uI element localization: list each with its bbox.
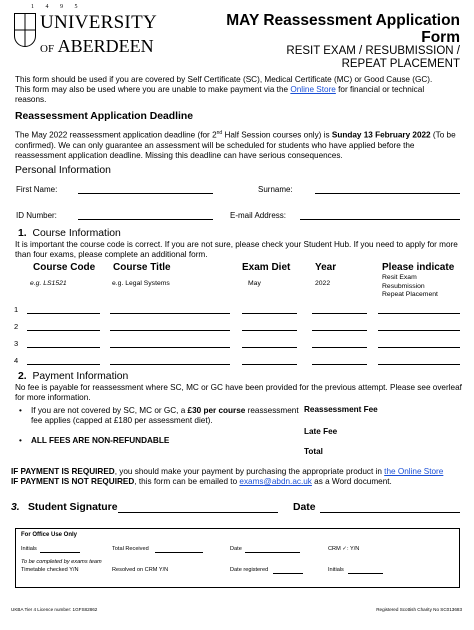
office-date-field[interactable] xyxy=(245,552,300,553)
surname-label: Surname: xyxy=(258,185,293,194)
row-code-field[interactable] xyxy=(27,364,100,365)
reassessment-fee-label: Reassessment Fee xyxy=(304,405,378,414)
office-crm-label: CRM ✓: Y/N xyxy=(328,546,360,552)
email-field[interactable] xyxy=(300,219,460,220)
row-code-field[interactable] xyxy=(27,347,100,348)
row-indicate-field[interactable] xyxy=(378,330,460,331)
payment-intro: No fee is payable for reassessment where SC, MC or GC have been provided for the previous attempt. Please see overleaf for more information. xyxy=(15,383,462,402)
example-code: e.g. LS1521 xyxy=(30,280,67,287)
office-note: To be completed by exams team xyxy=(21,559,102,565)
first-name-field[interactable] xyxy=(78,193,213,194)
office-initials-label: Initials xyxy=(21,546,37,552)
row-diet-field[interactable] xyxy=(242,347,297,348)
email-label: E-mail Address: xyxy=(230,211,287,220)
row-diet-field[interactable] xyxy=(242,364,297,365)
office-initials-field[interactable] xyxy=(40,552,80,553)
surname-field[interactable] xyxy=(315,193,460,194)
row-number: 2 xyxy=(14,322,19,331)
office-initials2-field[interactable] xyxy=(348,573,383,574)
row-title-field[interactable] xyxy=(110,364,230,365)
row-indicate-field[interactable] xyxy=(378,347,460,348)
row-year-field[interactable] xyxy=(312,364,367,365)
signature-field[interactable] xyxy=(118,512,278,513)
row-indicate-field[interactable] xyxy=(378,313,460,314)
example-year: 2022 xyxy=(315,280,331,287)
row-number: 1 xyxy=(14,305,19,314)
row-diet-field[interactable] xyxy=(242,330,297,331)
row-title-field[interactable] xyxy=(110,313,230,314)
footer-charity: Registered Scottish Charity No SC013683 xyxy=(376,607,462,612)
row-year-field[interactable] xyxy=(312,313,367,314)
form-subtitle: RESIT EXAM / RESUBMISSION / REPEAT PLACEMENT xyxy=(286,45,460,70)
office-use-box xyxy=(15,528,460,588)
personal-heading: Personal Information xyxy=(15,165,111,176)
deadline-text: The May 2022 reassessment application deadline (for 2nd Half Session courses only) is Sunday 13 February 2022 (To be confirmed). We can only guarantee an assessment will be scheduled for students who have applied before the reassessment application deadline. Missing this deadline can have serious consequences. xyxy=(15,130,456,160)
office-initials2-label: Initials xyxy=(328,567,344,573)
col-course-title: Course Title xyxy=(113,262,171,273)
example-indicate: Resit Exam Resubmission Repeat Placement xyxy=(382,274,438,298)
logo-aberdeen: OF ABERDEEN xyxy=(40,36,154,56)
example-title: e.g. Legal Systems xyxy=(112,280,170,287)
row-year-field[interactable] xyxy=(312,347,367,348)
col-exam-diet: Exam Diet xyxy=(242,262,291,273)
payment-heading: 2. Payment Information xyxy=(18,371,129,382)
office-date-label: Date xyxy=(230,546,242,552)
date-label: Date xyxy=(293,502,316,513)
date-field[interactable] xyxy=(320,512,460,513)
row-number: 4 xyxy=(14,356,19,365)
total-label: Total xyxy=(304,447,323,456)
logo-university: UNIVERSITY xyxy=(40,12,157,33)
course-intro: It is important the course code is correct. If you are not sure, please check your Student Hub. If you need to apply for more than four exams, please complete an additional form. xyxy=(15,240,458,259)
signature-number: 3. xyxy=(11,502,20,513)
form-title: MAY Reassessment Application Form xyxy=(226,12,460,46)
office-resolved-label: Resolved on CRM Y/N xyxy=(112,567,169,573)
example-diet: May xyxy=(248,280,261,287)
row-code-field[interactable] xyxy=(27,330,100,331)
online-store-link[interactable]: Online Store xyxy=(290,85,336,94)
intro-text: This form should be used if you are covered by Self Certificate (SC), Medical Certificate (MC) or Good Cause (GC). This form may also be used where you are unable to make payment via the Online Store for financial or technical reasons. xyxy=(15,75,433,104)
exams-email-link[interactable]: exams@abdn.ac.uk xyxy=(239,477,312,486)
bullet-icon: • xyxy=(19,406,22,415)
course-heading: 1. Course Information xyxy=(18,228,121,239)
online-store-link[interactable]: the Online Store xyxy=(384,467,444,476)
late-fee-label: Late Fee xyxy=(304,427,338,436)
office-timetable-label: Timetable checked Y/N xyxy=(21,567,79,573)
row-diet-field[interactable] xyxy=(242,313,297,314)
office-date-registered-field[interactable] xyxy=(273,573,303,574)
office-heading: For Office Use Only xyxy=(21,532,78,538)
first-name-label: First Name: xyxy=(16,185,58,194)
office-total-received-field[interactable] xyxy=(155,552,203,553)
row-year-field[interactable] xyxy=(312,330,367,331)
bullet-icon: • xyxy=(19,436,22,445)
col-year: Year xyxy=(315,262,337,273)
deadline-heading: Reassessment Application Deadline xyxy=(15,111,194,122)
row-number: 3 xyxy=(14,339,19,348)
payment-notice: IF PAYMENT IS REQUIRED, you should make your payment by purchasing the appropriate product in the Online Store IF PAYMENT IS NOT REQUIRED, this form can be emailed to exams@abdn.ac.uk as a Word document. xyxy=(11,467,444,486)
row-title-field[interactable] xyxy=(110,347,230,348)
university-crest-icon xyxy=(14,13,36,47)
office-date-registered-label: Date registered xyxy=(230,567,269,573)
footer-licence: UKBA Tier 4 Licence number: 1GFS82862 xyxy=(11,607,98,612)
id-number-label: ID Number: xyxy=(16,211,57,220)
signature-label: Student Signature xyxy=(28,502,118,513)
fee-bullet: If you are not covered by SC, MC or GC, a £30 per course reassessment fee applies (capped at £180 per assessment diet). xyxy=(31,406,299,425)
office-total-received-label: Total Received xyxy=(112,546,149,552)
id-number-field[interactable] xyxy=(78,219,213,220)
col-course-code: Course Code xyxy=(33,262,96,273)
row-code-field[interactable] xyxy=(27,313,100,314)
row-indicate-field[interactable] xyxy=(378,364,460,365)
non-refundable-bullet: ALL FEES ARE NON-REFUNDABLE xyxy=(31,436,170,445)
col-please-indicate: Please indicate xyxy=(382,262,455,273)
row-title-field[interactable] xyxy=(110,330,230,331)
logo-year: 1 4 9 5 xyxy=(31,4,83,10)
